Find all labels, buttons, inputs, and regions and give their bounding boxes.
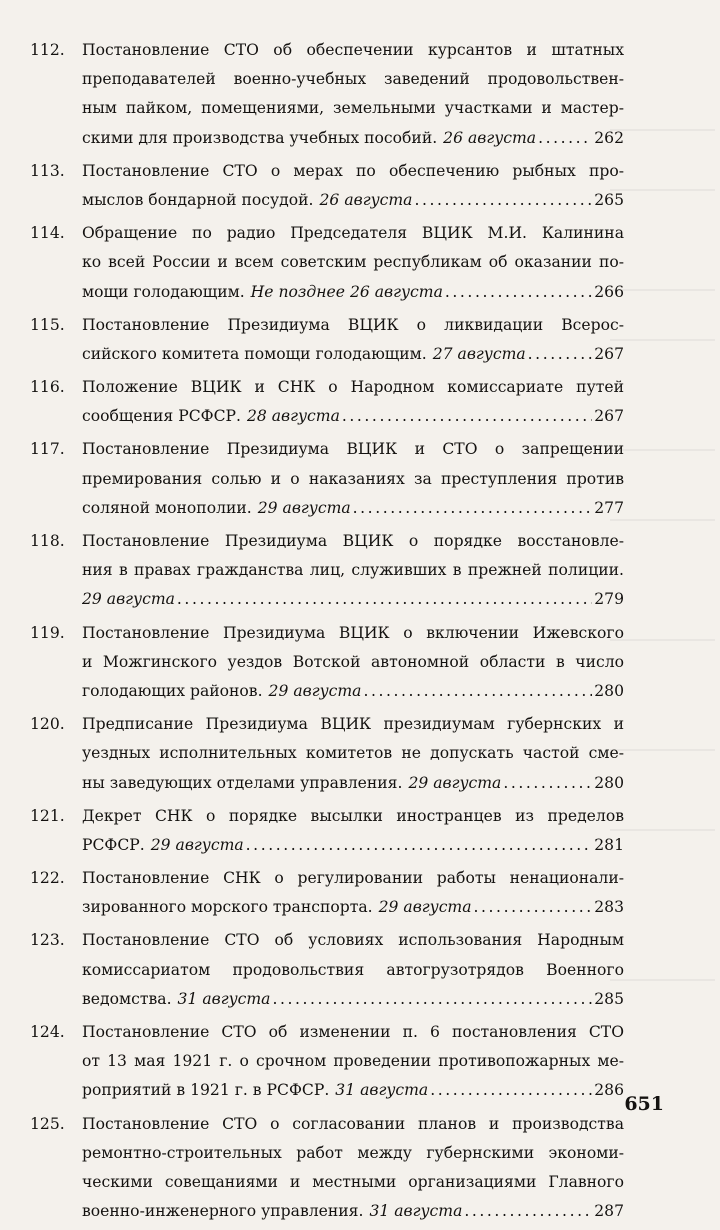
dot-leader <box>474 893 593 922</box>
dot-leader <box>353 494 593 523</box>
entry-title-line: Декрет СНК о порядке высылки иностранцев из пределов <box>82 806 624 825</box>
entry-title-line: Постановление Президиума ВЦИК и СТО о запрещении <box>82 440 624 459</box>
entry-title-line: Постановление Президиума ВЦИК о включении Ижевского <box>82 623 624 642</box>
entry-page-number: 267 <box>594 344 624 363</box>
toc-entry <box>30 157 624 215</box>
toc-entry <box>30 926 624 1014</box>
entry-title-end: роприятий в 1921 г. в РСФСР. <box>82 1081 330 1100</box>
entry-last-line <box>82 494 624 523</box>
entry-title-line: Постановление СТО о мерах по обеспечению рыбных про- <box>82 161 624 180</box>
dot-leader <box>503 769 592 798</box>
toc-entry <box>30 36 624 153</box>
entry-number: 115. <box>30 315 65 334</box>
entry-title-line: Постановление СТО об условиях использования Народным <box>82 931 624 950</box>
entry-number: 121. <box>30 806 65 825</box>
toc-entry <box>30 802 624 860</box>
entry-title-line: преподавателей военно-учебных заведений продовольствен- <box>82 70 624 89</box>
entry-last-line <box>82 985 624 1014</box>
entry-title-end: ведомства. <box>82 989 172 1008</box>
entry-title-end: мощи голодающим. <box>82 282 245 301</box>
entry-title-end: военно-инженерного управления. <box>82 1202 364 1221</box>
entry-date: 29 августа <box>150 835 244 854</box>
entry-page-number: 286 <box>594 1081 624 1100</box>
table-of-contents <box>30 36 624 1230</box>
entry-title-line: Постановление Президиума ВЦИК о порядке восстановле- <box>82 532 624 550</box>
entry-title-line: Постановление СТО об обеспечении курсантов и штатных <box>82 41 624 59</box>
toc-entry <box>30 311 624 369</box>
entry-number: 116. <box>30 378 65 397</box>
entry-number: 120. <box>30 715 65 734</box>
entry-date: 29 августа <box>257 498 351 517</box>
entry-title-end: сообщения РСФСР. <box>82 407 241 426</box>
entry-page-number: 265 <box>594 190 624 209</box>
entry-date: 31 августа <box>369 1202 463 1221</box>
entry-last-line <box>82 769 624 798</box>
dot-leader <box>430 1076 592 1105</box>
dot-leader <box>363 677 592 706</box>
entry-title-line: и Можгинского уездов Вотской автономной области в число <box>82 652 624 671</box>
entry-number: 114. <box>30 224 65 243</box>
entry-page-number: 281 <box>594 835 624 854</box>
entry-last-line <box>82 893 624 922</box>
dot-leader <box>177 585 592 614</box>
entry-title-line: Предписание Президиума ВЦИК президиумам губернских и <box>82 715 624 734</box>
entry-date: 28 августа <box>246 407 340 426</box>
entry-title-line: ремонтно-строительных работ между губернскими экономи- <box>82 1143 624 1162</box>
entry-title-line: уездных исполнительных комитетов не допускать частой сме- <box>82 744 624 763</box>
entry-page-number: 279 <box>594 590 624 609</box>
entry-number: 122. <box>30 869 65 888</box>
dot-leader <box>272 985 592 1014</box>
entry-title-line: Постановление СНК о регулировании работы ненационали- <box>82 869 624 888</box>
entry-date: 29 августа <box>378 898 472 917</box>
entry-page-number: 287 <box>594 1202 624 1221</box>
entry-number: 125. <box>30 1114 65 1133</box>
entry-page-number: 267 <box>594 407 624 426</box>
dot-leader <box>445 278 592 307</box>
entry-date: Не позднее 26 августа <box>250 282 443 301</box>
entry-number: 118. <box>30 532 65 550</box>
toc-entry <box>30 219 624 307</box>
entry-number: 124. <box>30 1023 65 1041</box>
entry-number: 112. <box>30 41 65 59</box>
entry-last-line <box>82 831 624 860</box>
entry-page-number: 262 <box>594 128 624 147</box>
dot-leader <box>414 186 592 215</box>
entry-page-number: 277 <box>594 498 624 517</box>
page-number: 651 <box>624 1093 664 1115</box>
entry-last-line <box>82 585 624 614</box>
entry-date: 26 августа <box>319 190 413 209</box>
entry-title-line: ным пайком, помещениями, земельными участками и мастер- <box>82 99 624 118</box>
entry-date: 29 августа <box>408 773 502 792</box>
entry-title-line: комиссариатом продовольствия автогрузотрядов Военного <box>82 960 624 979</box>
entry-title-end: соляной монополии. <box>82 498 252 517</box>
dot-leader <box>464 1197 592 1226</box>
entry-last-line <box>82 278 624 307</box>
entry-title-end: мыслов бондарной посудой. <box>82 190 314 209</box>
entry-date: 27 августа <box>432 344 526 363</box>
toc-entry <box>30 619 624 707</box>
entry-date: 31 августа <box>177 989 271 1008</box>
entry-title-line: Постановление Президиума ВЦИК о ликвидации Всерос- <box>82 315 624 334</box>
dot-leader <box>246 831 593 860</box>
toc-entry <box>30 435 624 523</box>
toc-entry <box>30 710 624 798</box>
toc-entry <box>30 864 624 922</box>
entry-last-line <box>82 340 624 369</box>
entry-title-end: РСФСР. <box>82 835 145 854</box>
entry-title-end: скими для производства учебных пособий. <box>82 128 438 147</box>
entry-title-line: премирования солью и о наказаниях за преступления против <box>82 469 624 488</box>
entry-number: 119. <box>30 623 65 642</box>
entry-title-line: Постановление СТО об изменении п. 6 постановления СТО <box>82 1023 624 1041</box>
entry-page-number: 280 <box>594 773 624 792</box>
entry-title-line: Постановление СТО о согласовании планов и производства <box>82 1114 624 1133</box>
dot-leader <box>528 340 593 369</box>
entry-date: 29 августа <box>82 590 175 609</box>
entry-title-line: ния в правах гражданства лиц, служивших в прежней полиции. <box>82 561 624 580</box>
entry-page-number: 285 <box>594 989 624 1008</box>
entry-title-end: зированного морского транспорта. <box>82 898 373 917</box>
entry-title-line: от 13 мая 1921 г. о срочном проведении противопожарных ме- <box>82 1052 624 1071</box>
entry-date: 29 августа <box>268 681 362 700</box>
entry-page-number: 266 <box>594 282 624 301</box>
entry-date: 31 августа <box>335 1081 429 1100</box>
entry-page-number: 283 <box>594 898 624 917</box>
entry-title-line: ческими совещаниями и местными организациями Главного <box>82 1172 624 1191</box>
entry-title-line: ко всей России и всем советским республикам об оказании по- <box>82 253 624 272</box>
entry-number: 113. <box>30 161 65 180</box>
entry-last-line <box>82 402 624 431</box>
entry-title-end: ны заведующих отделами управления. <box>82 773 403 792</box>
entry-page-number: 280 <box>594 681 624 700</box>
entry-number: 117. <box>30 440 65 459</box>
dot-leader <box>538 124 592 153</box>
entry-last-line <box>82 677 624 706</box>
entry-last-line <box>82 1076 624 1105</box>
entry-title-end: сийского комитета помощи голодающим. <box>82 344 427 363</box>
entry-title-line: Обращение по радио Председателя ВЦИК М.И. Калинина <box>82 224 624 243</box>
entry-last-line <box>82 1197 624 1226</box>
toc-entry <box>30 527 624 615</box>
entry-last-line <box>82 186 624 215</box>
dot-leader <box>342 402 592 431</box>
toc-entry <box>30 373 624 431</box>
entry-last-line <box>82 124 624 153</box>
toc-entry <box>30 1018 624 1106</box>
entry-date: 26 августа <box>443 128 537 147</box>
entry-title-end: голодающих районов. <box>82 681 263 700</box>
entry-number: 123. <box>30 931 65 950</box>
entry-title-line: Положение ВЦИК и СНК о Народном комиссариате путей <box>82 378 624 397</box>
